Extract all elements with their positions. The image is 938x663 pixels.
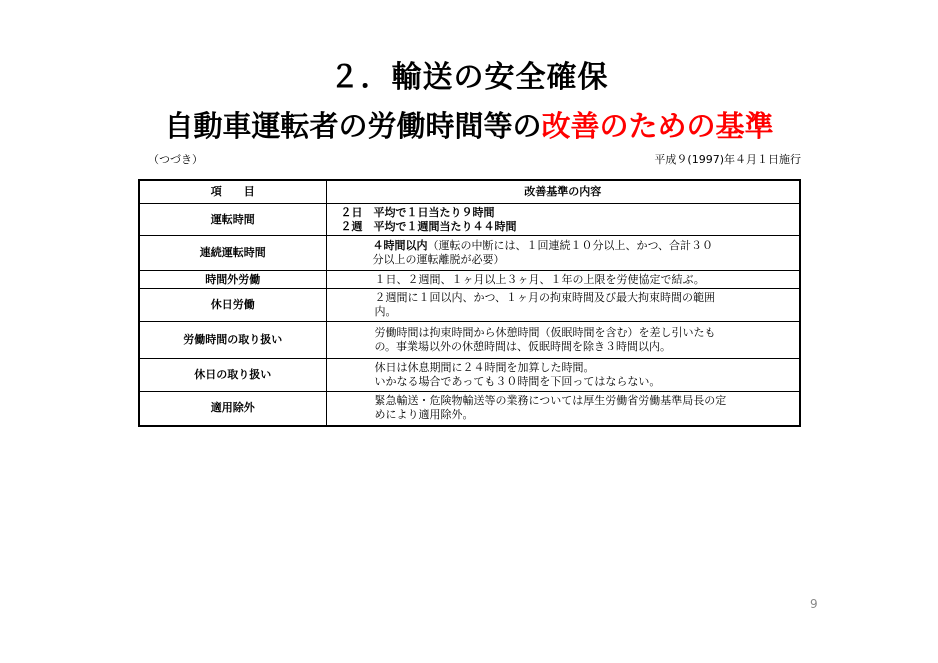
table-row: [139, 359, 800, 392]
row-content-line: の。事業場以外の休憩時間は、仮眠時間を除き３時間以内。: [374, 340, 672, 353]
row-content-line: １日、２週間、１ヶ月以上３ヶ月、１年の上限を労使協定で結ぶ。: [374, 272, 705, 286]
subheading-black: 自動車運転者の労働時間等の: [164, 109, 542, 143]
row-content-line: めにより適用除外。: [374, 408, 474, 422]
row-item: 休日の取り扱い: [139, 359, 326, 392]
row-item: 運転時間: [139, 204, 326, 236]
row-content-line: 内。: [374, 305, 397, 318]
row-content: [326, 392, 800, 426]
header-item: 項 目: [139, 180, 326, 204]
row-content: [326, 204, 800, 236]
table-row: [139, 322, 800, 359]
row-content-line: 分以上の運転離脱が必要）: [372, 253, 505, 266]
row-item: 休日労働: [139, 289, 326, 322]
row-content-line: 労働時間は拘束時間から休憩時間（仮眠時間を含む）を差し引いたも: [374, 326, 716, 339]
row-item: 連続運転時間: [139, 236, 326, 271]
header-content: 改善基準の内容: [326, 180, 800, 204]
table-row: [139, 392, 800, 426]
continued-note: （つづき）: [148, 153, 203, 166]
row-content: [326, 236, 800, 271]
page-number: 9: [810, 597, 818, 611]
table-row: [139, 204, 800, 236]
row-content: [326, 322, 800, 359]
row-content-line: ２週間に１回以内、かつ、１ヶ月の拘束時間及び最大拘束時間の範囲: [374, 291, 716, 304]
row-item: 適用除外: [139, 392, 326, 426]
row-content: [326, 359, 800, 392]
table-row: [139, 236, 800, 271]
slide-subheading: [0, 104, 938, 145]
row-content-line: 緊急輸送・危険物輸送等の業務については厚生労働省労働基準局長の定: [374, 394, 727, 408]
row-content-text: （運転の中断には、１回連続１０分以上、かつ、合計３０: [427, 239, 714, 252]
row-content-line: ２日 平均で１日当たり９時間: [340, 205, 495, 219]
table-row: [139, 271, 800, 289]
row-content-line: ２週 平均で１週間当たり４４時間: [340, 219, 517, 233]
table-header-row: [139, 180, 800, 204]
rules-table: [138, 179, 801, 427]
row-content-bold: ４時間以内: [372, 239, 428, 252]
row-item: 時間外労働: [139, 271, 326, 289]
subheading-red: 改善のための基準: [541, 109, 774, 143]
row-item: 労働時間の取り扱い: [139, 322, 326, 359]
effective-date-note: 平成９(1997)年４月１日施行: [654, 153, 801, 166]
row-content-line: 休日は休息期間に２４時間を加算した時間。: [374, 361, 595, 374]
row-content: [326, 271, 800, 289]
row-content-line: [331, 239, 714, 252]
slide-heading: ２．輸送の安全確保: [329, 60, 609, 95]
row-content: [326, 289, 800, 322]
table-row: [139, 289, 800, 322]
row-content-line: いかなる場合であっても３０時間を下回ってはならない。: [374, 375, 661, 388]
